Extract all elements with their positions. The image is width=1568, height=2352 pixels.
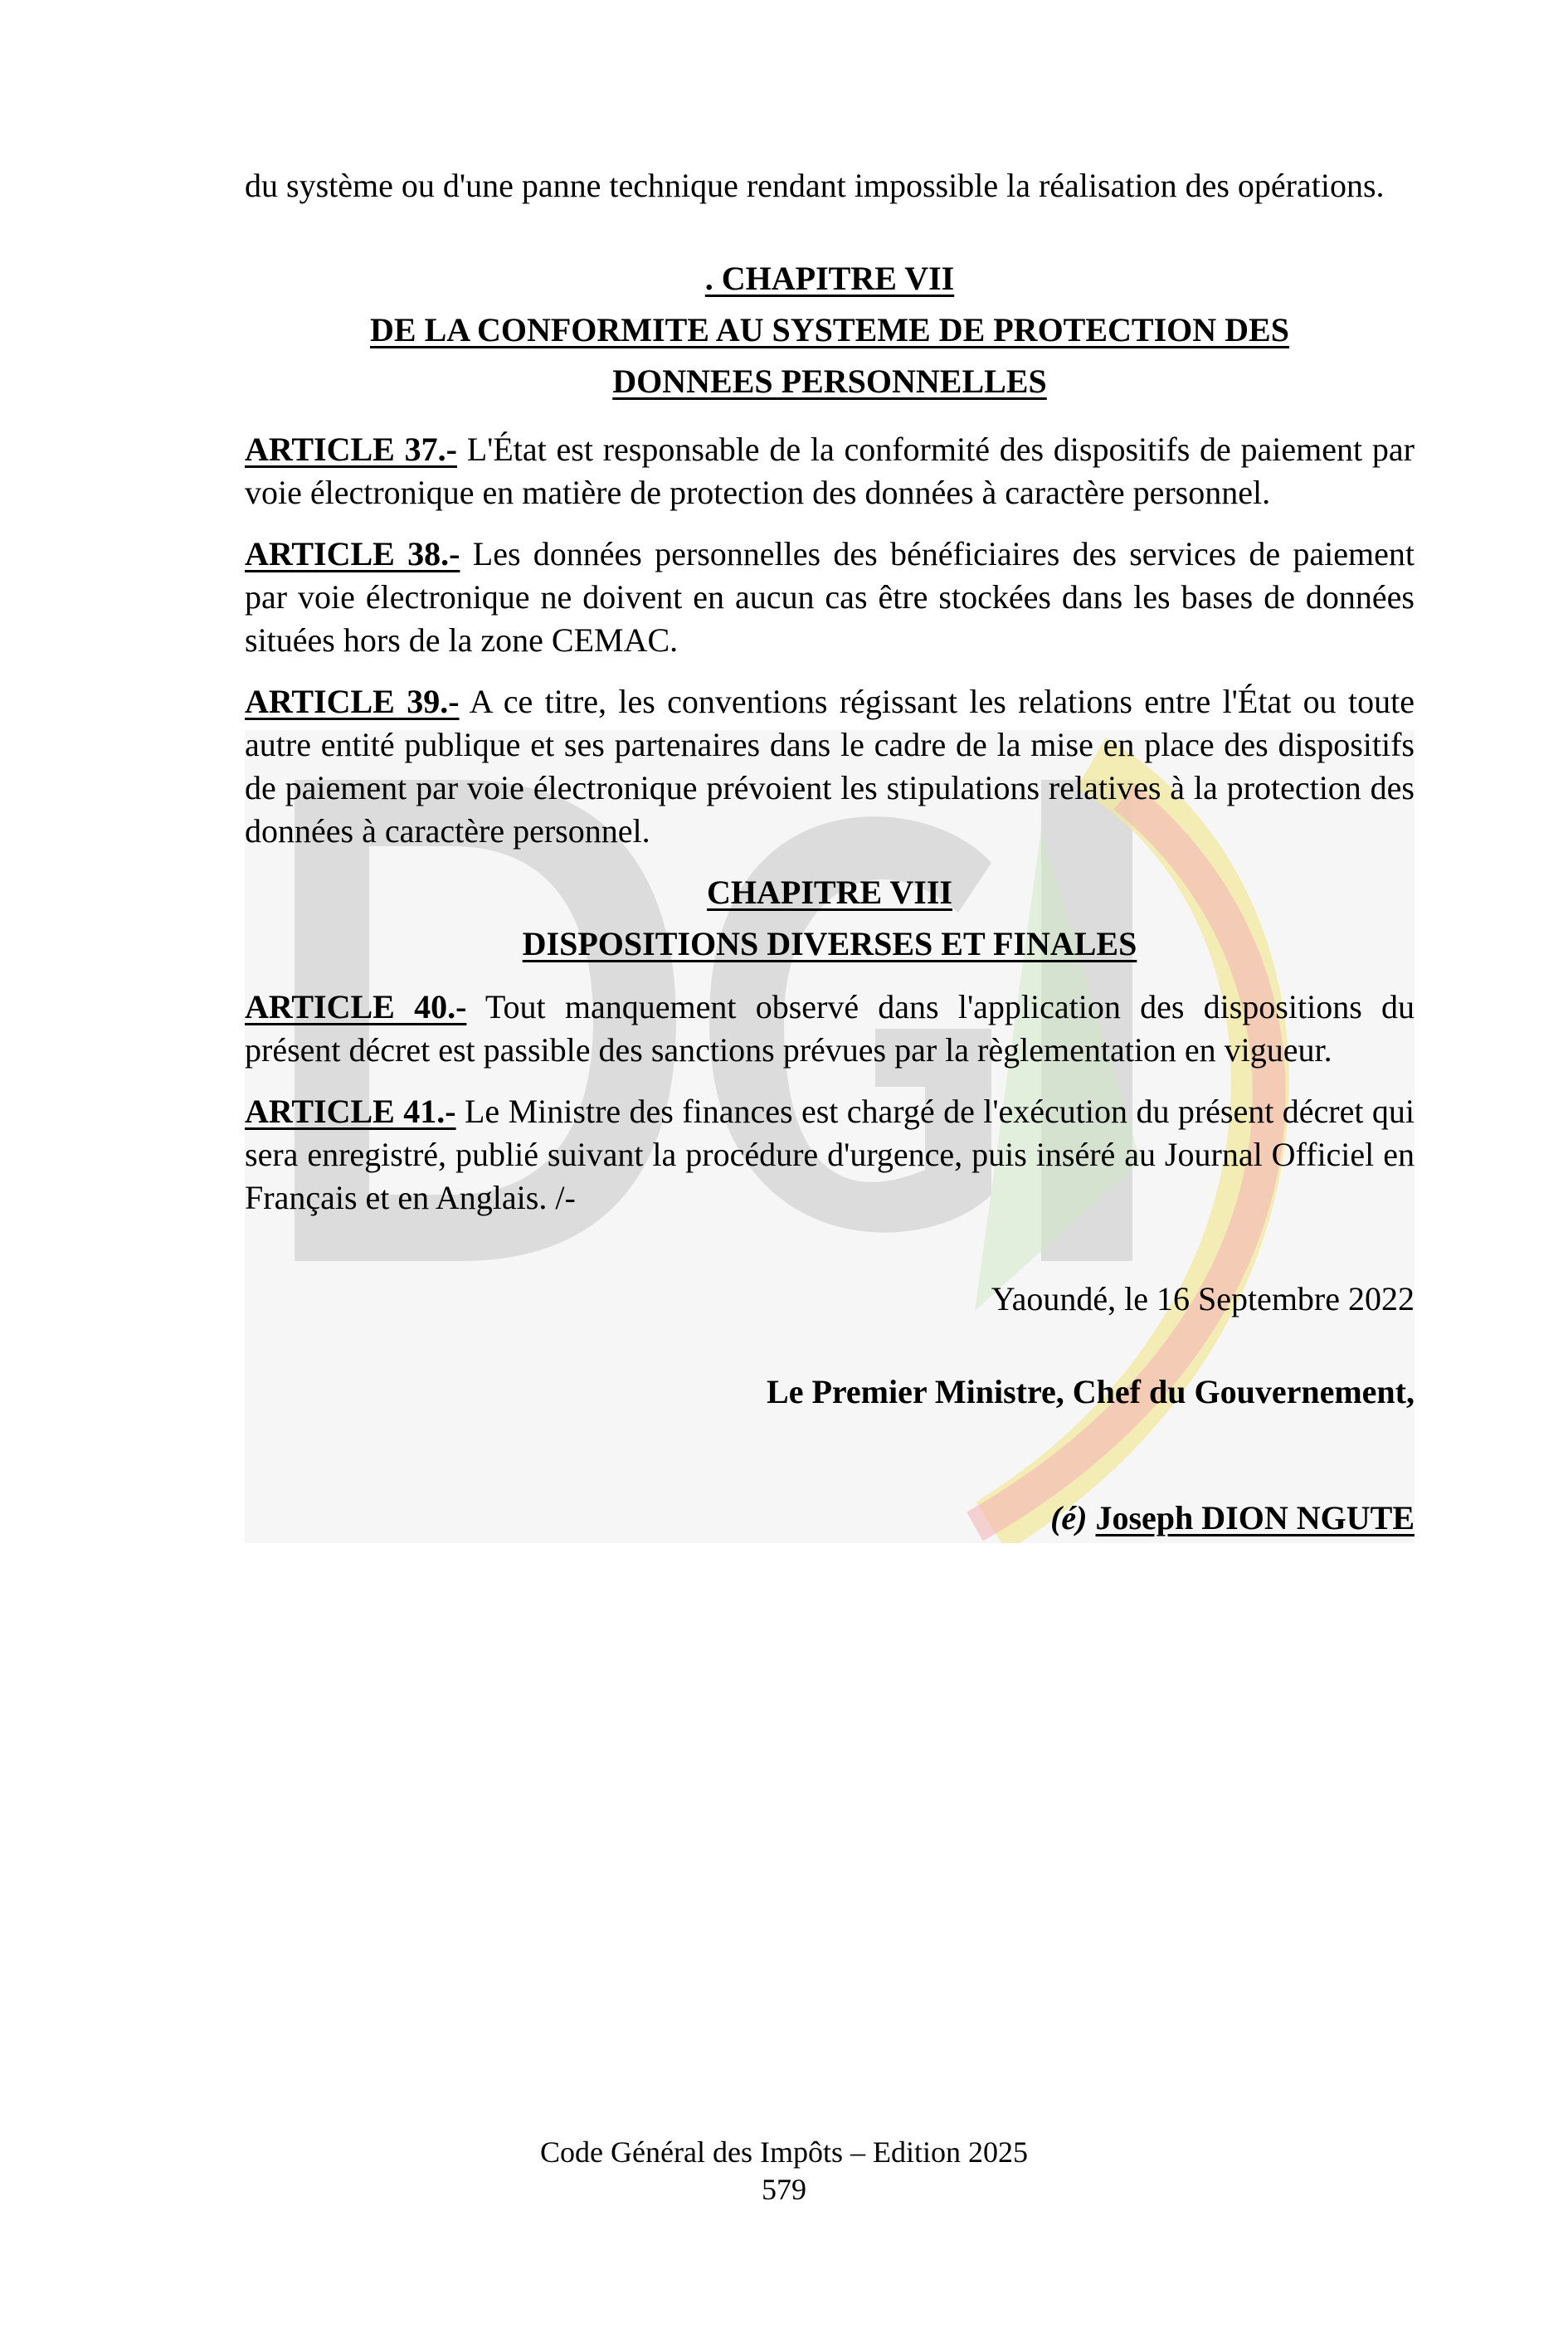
signatory-title: Le Premier Ministre, Chef du Gouvernement, [767, 1373, 1415, 1410]
footer-title: Code Général des Impôts – Edition 2025 [540, 2135, 1028, 2169]
article-39 [245, 680, 1415, 853]
chapter-7-subtitle-2: DONNEES PERSONNELLES [612, 363, 1047, 400]
chapter-7-subtitle-1: DE LA CONFORMITE AU SYSTEME DE PROTECTION DES [370, 311, 1289, 348]
article-label: ARTICLE 38.- [245, 535, 460, 572]
chapter-8-heading [245, 871, 1415, 966]
article-label: ARTICLE 37.- [245, 431, 457, 468]
place-date: Yaoundé, le 16 Septembre 2022 [991, 1280, 1415, 1317]
article-40 [245, 986, 1415, 1072]
article-text: A ce titre, les conventions régissant les relations entre l'État ou toute autre entité publique et ses partenaires dans le cadre de la mise en place des dispositifs de paiement par voie électronique prévoient les stipulations relatives à la protection des données à caractère personnel. [245, 683, 1415, 850]
intro-paragraph: du système ou d'une panne technique rendant impossible la réalisation des opérations. [245, 167, 1385, 204]
document-body [245, 164, 1415, 1540]
signature-prefix: (é) [1050, 1499, 1088, 1536]
article-text: Tout manquement observé dans l'application des dispositions du présent décret est passible des sanctions prévues par la règlementation en vigueur. [245, 988, 1415, 1069]
chapter-7-title: . CHAPITRE VII [704, 260, 955, 297]
chapter-8-subtitle: DISPOSITIONS DIVERSES ET FINALES [522, 925, 1137, 962]
article-label: ARTICLE 39.- [245, 683, 460, 720]
chapter-7-heading [245, 257, 1415, 403]
signature [245, 1497, 1415, 1540]
article-text: Le Ministre des finances est chargé de l'exécution du présent décret qui sera enregistré, publié suivant la procédure d'urgence, puis inséré au Journal Officiel en Français et en Anglais. /- [245, 1093, 1415, 1216]
article-37 [245, 428, 1415, 514]
signatory-name: Joseph DION NGUTE [1095, 1499, 1415, 1536]
chapter-8-title: CHAPITRE VIII [707, 874, 952, 911]
article-41 [245, 1090, 1415, 1220]
article-38 [245, 533, 1415, 662]
article-label: ARTICLE 41.- [245, 1093, 456, 1130]
page-number: 579 [762, 2173, 806, 2206]
article-text: L'État est responsable de la conformité des dispositifs de paiement par voie électronique en matière de protection des données à caractère personnel. [245, 431, 1415, 511]
article-label: ARTICLE 40.- [245, 988, 467, 1025]
article-text: Les données personnelles des bénéficiaires des services de paiement par voie électronique ne doivent en aucun cas être stockées dans les bases de données situées hors de la zone CEMAC. [245, 535, 1415, 659]
